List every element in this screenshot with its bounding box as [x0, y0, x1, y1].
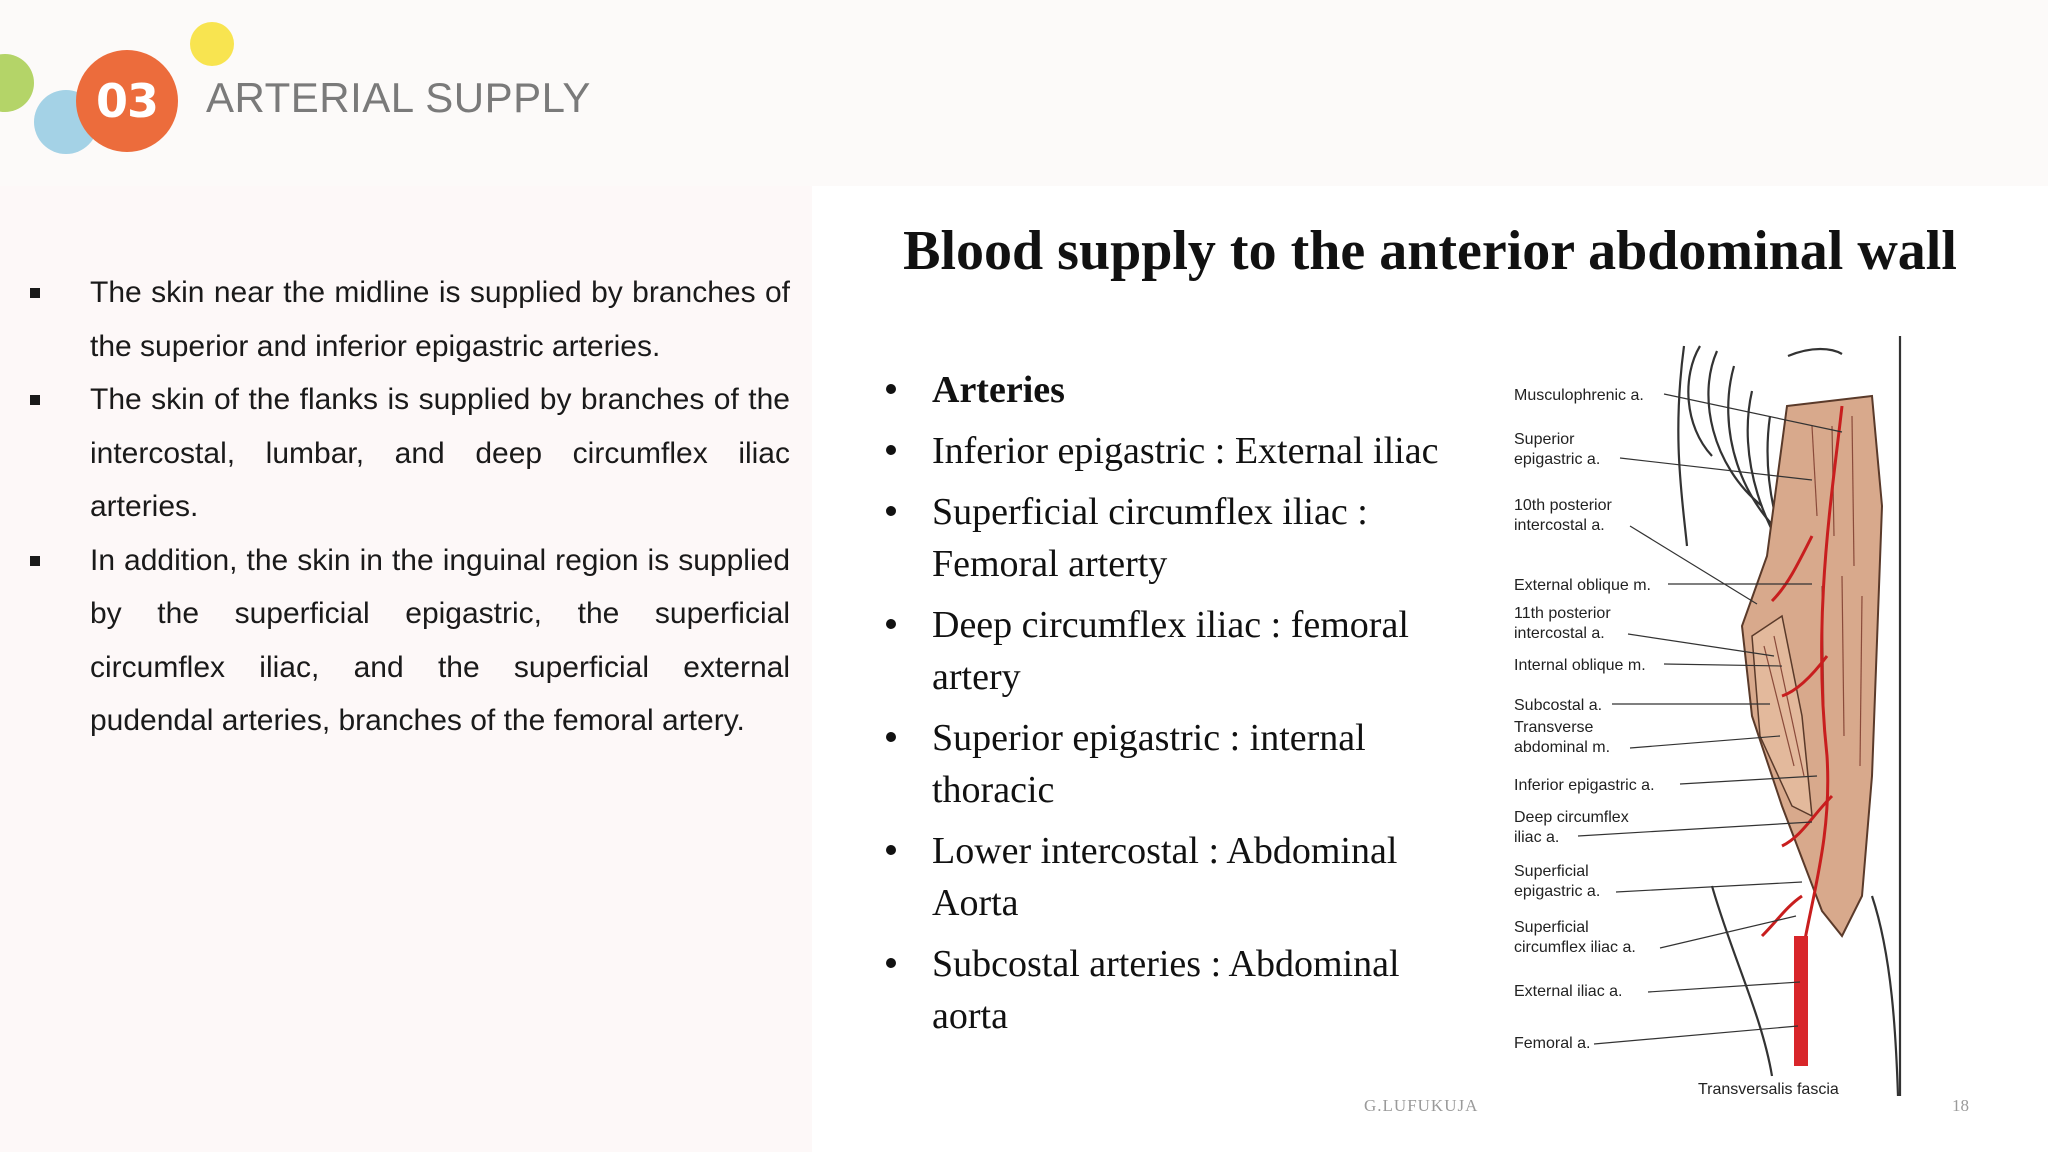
bullet-dot-icon — [886, 732, 896, 742]
bullet-dot-icon — [886, 619, 896, 629]
bullet-text: The skin of the flanks is supplied by branches of the intercostal, lumbar, and deep circumflex iliac arteries. — [90, 383, 790, 523]
bullet-item — [26, 534, 790, 748]
svg-text:abdominal m.: abdominal m. — [1514, 739, 1611, 756]
svg-text:10th posterior: 10th posterior — [1514, 497, 1612, 514]
svg-text:epigastric a.: epigastric a. — [1514, 451, 1601, 468]
svg-text:Superficial: Superficial — [1514, 919, 1589, 936]
artery-item: Lower intercostal : Abdominal Aorta — [884, 825, 1484, 929]
artery-item: Inferior epigastric : External iliac — [884, 425, 1484, 477]
bullet-list — [26, 266, 790, 748]
arteries-list — [884, 364, 1484, 1051]
bullet-dot-icon — [886, 445, 896, 455]
svg-text:External iliac a.: External iliac a. — [1514, 983, 1623, 1000]
artery-item: Superficial circumflex iliac : Femoral arterty — [884, 486, 1484, 590]
decor-green-circle — [0, 54, 34, 112]
anatomy-diagram — [1512, 336, 2032, 1126]
svg-text:iliac a.: iliac a. — [1514, 829, 1560, 846]
bullet-text: In addition, the skin in the inguinal region is supplied by the superficial epigastric, the superficial circumflex iliac, and the superficial external pudendal arteries, branches of the femoral artery. — [90, 543, 790, 737]
bullet-item — [26, 266, 790, 373]
bullet-item — [26, 373, 790, 534]
bullet-dot-icon — [886, 506, 896, 516]
section-number-badge: 03 — [76, 50, 178, 152]
bullet-dot-icon — [886, 958, 896, 968]
svg-text:epigastric a.: epigastric a. — [1514, 883, 1601, 900]
svg-text:Subcostal a.: Subcostal a. — [1514, 697, 1603, 714]
embedded-slide-image — [812, 186, 2048, 1152]
svg-text:intercostal a.: intercostal a. — [1514, 625, 1605, 642]
slide-title: Blood supply to the anterior abdominal wall — [903, 220, 1957, 282]
artery-item: Superior epigastric : internal thoracic — [884, 712, 1484, 816]
svg-text:Transversalis fascia: Transversalis fascia — [1698, 1081, 1839, 1098]
square-bullet-icon — [30, 556, 40, 566]
svg-text:External oblique m.: External oblique m. — [1514, 577, 1651, 594]
artery-item: Subcostal arteries : Abdominal aorta — [884, 938, 1484, 1042]
slide-page-number: 18 — [1952, 1096, 1969, 1115]
bullet-dot-icon — [886, 845, 896, 855]
svg-text:Superior: Superior — [1514, 431, 1575, 448]
square-bullet-icon — [30, 288, 40, 298]
artery-item: Deep circumflex iliac : femoral artery — [884, 599, 1484, 703]
svg-text:Deep circumflex: Deep circumflex — [1514, 809, 1629, 826]
decor-yellow-circle — [190, 22, 234, 66]
square-bullet-icon — [30, 395, 40, 405]
svg-text:Internal oblique m.: Internal oblique m. — [1514, 657, 1646, 674]
svg-text:Transverse: Transverse — [1514, 719, 1594, 736]
svg-text:Superficial: Superficial — [1514, 863, 1589, 880]
arteries-heading: Arteries — [884, 364, 1484, 416]
svg-text:circumflex iliac a.: circumflex iliac a. — [1514, 939, 1636, 956]
svg-text:Femoral a.: Femoral a. — [1514, 1035, 1591, 1052]
bullet-text: The skin near the midline is supplied by branches of the superior and inferior epigastric arteries. — [90, 276, 790, 363]
label-musculophrenic: Musculophrenic a. — [1514, 387, 1644, 404]
femoral-vessel — [1794, 936, 1808, 1066]
bullet-dot-icon — [886, 384, 896, 394]
svg-text:11th posterior: 11th posterior — [1514, 605, 1611, 622]
svg-text:Inferior epigastric a.: Inferior epigastric a. — [1514, 777, 1655, 794]
section-title: ARTERIAL SUPPLY — [206, 74, 591, 121]
svg-text:intercostal a.: intercostal a. — [1514, 517, 1605, 534]
watermark-text: G.LUFUKUJA — [1364, 1096, 1479, 1115]
